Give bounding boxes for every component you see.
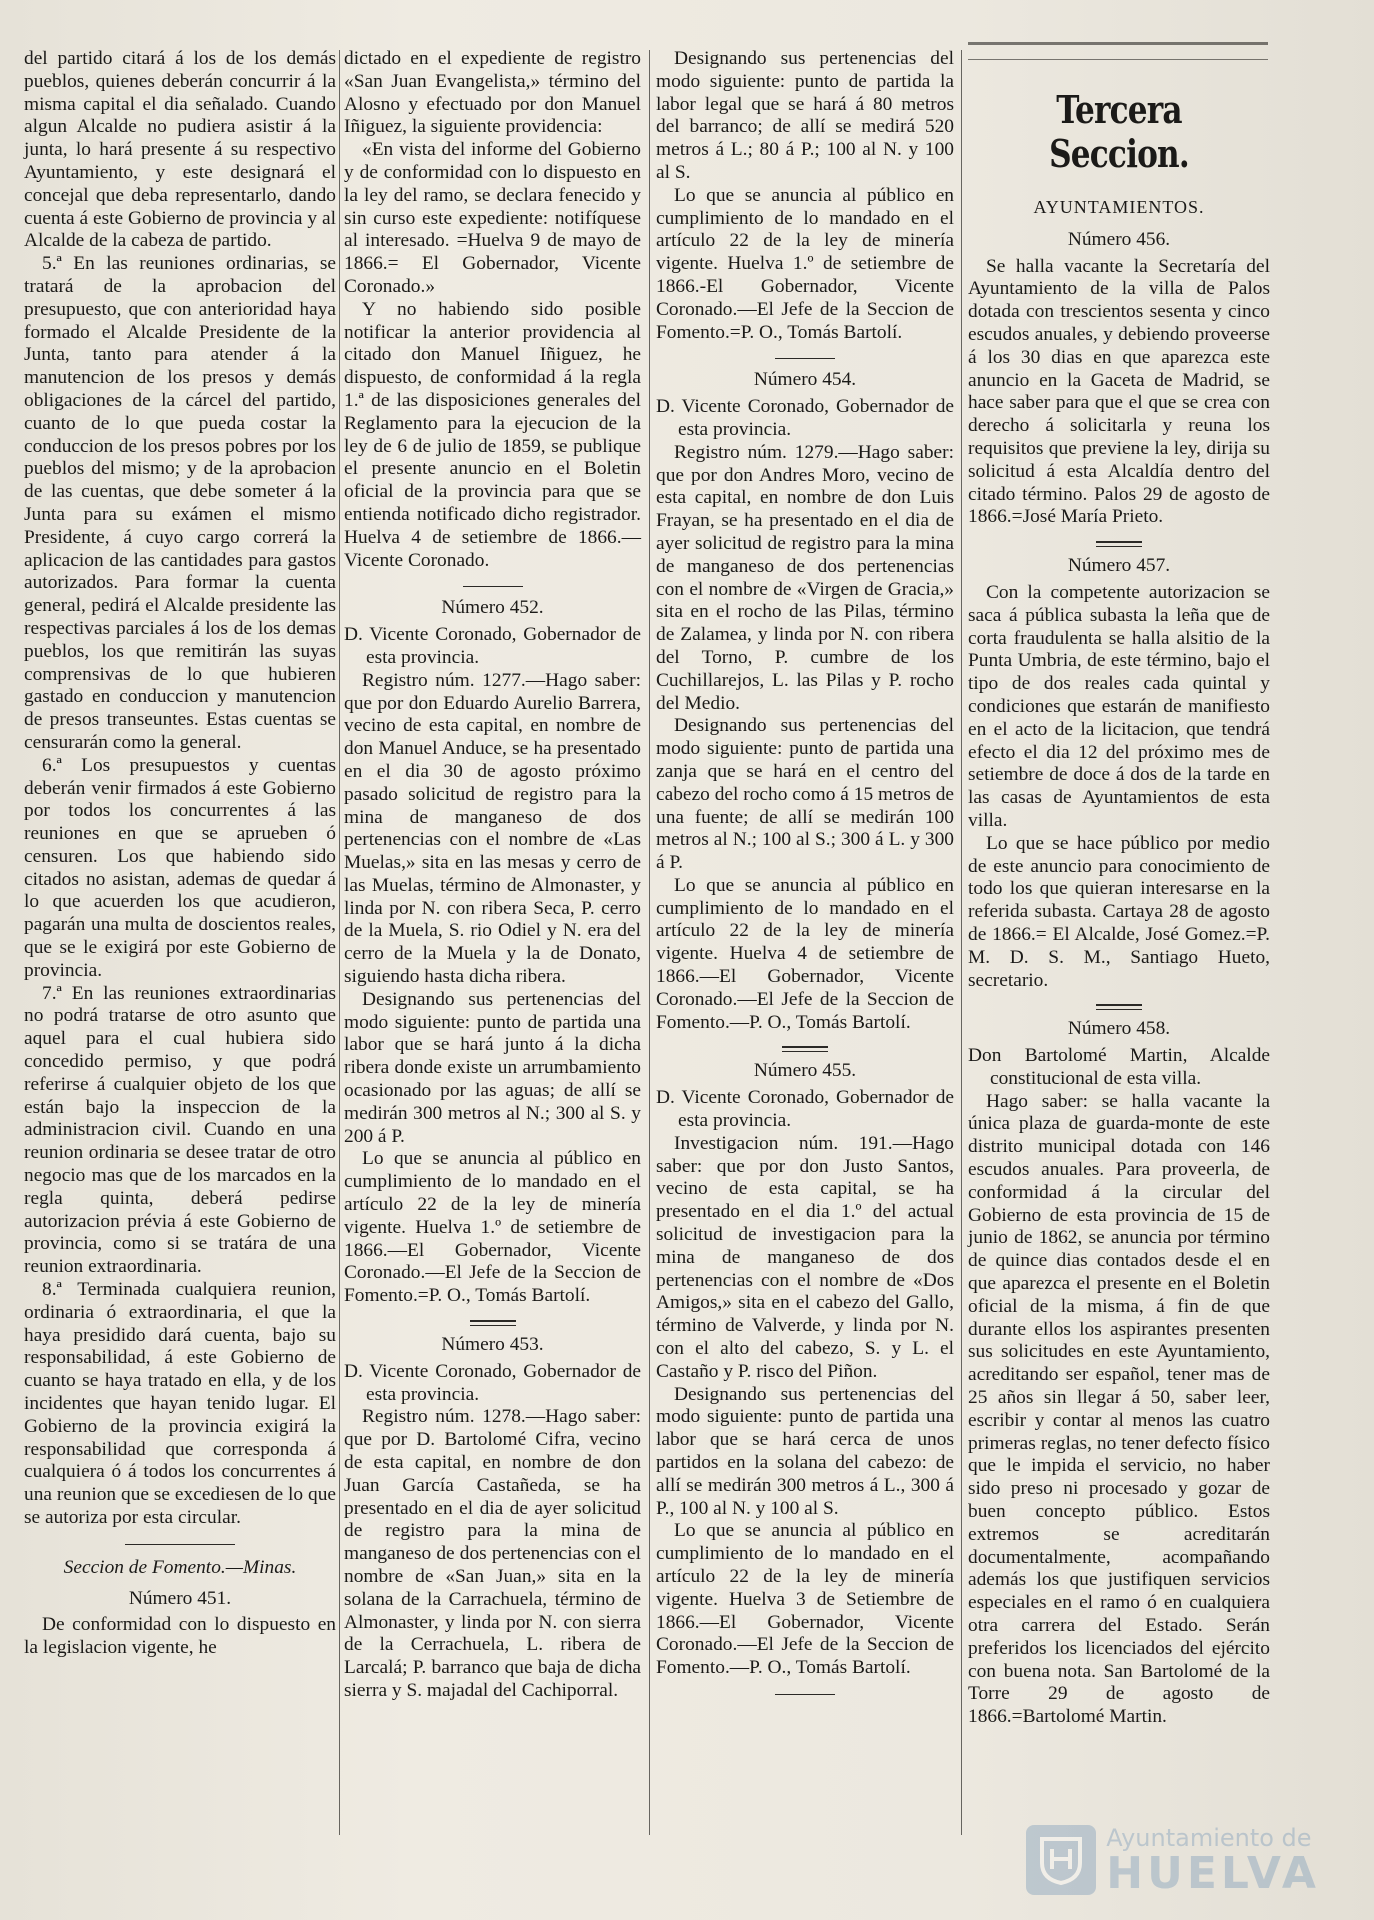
column-rule (961, 50, 962, 1835)
separator (782, 1046, 828, 1052)
paragraph: dictado en el expediente de registro «San Juan Evangelista,» término del Alosno y efectuado por don Manuel Iñiguez, la siguiente providencia: (344, 48, 641, 138)
paragraph: del partido citará á los de los demás pueblos, quienes deberán concurrir á la misma capital el dia señalado. Cuando algun Alcalde no pudiera asistir á la junta, lo hará presente á su respectivo Ayuntamiento, y este designará el concejal que deba representarlo, dando cuenta á este Gobierno de provincia y al Alcalde de la cabeza de partido. (24, 48, 336, 252)
paragraph: Designando sus pertenencias del modo siguiente: punto de partida una labor que se hará junto á la dicha ribera donde existe un arrumbamiento ocasionado por las aguas; de allí se medirán 300 metros al N.; 300 al S. y 200 á P. (344, 988, 641, 1147)
separator (470, 1320, 516, 1326)
watermark-line-1: Ayuntamiento de (1106, 1824, 1312, 1852)
paragraph: Designando sus pertenencias del modo siguiente: punto de partida una zanja que se hará en el centro del cabezo del rocho como á 15 metros de una fuente; de allí se medirán 100 metros al N.; 100 al S.; 300 á L. y 300 á P. (656, 715, 954, 874)
paragraph: Lo que se anuncia al público en cumplimiento de lo mandado en el artículo 22 de la ley de minería vigente. Huelva 3 de Setiembre de 1866.—El Gobernador, Vicente Coronado.—El Jefe de la Seccion de Fomento.—P. O., Tomás Bartolí. (656, 1520, 954, 1679)
paragraph: Hago saber: se halla vacante la única plaza de guarda-monte de este distrito municipal dotada con 146 escudos anuales. Para proveerla, de conformidad á la circular del Gobierno de esta provincia de 15 de junio de 1862, se anuncia por término de quince dias contados desde el en que aparezca el presente en el Boletin oficial de la misma, á fin de que durante ellos los aspirantes presenten sus solicitudes en este Ayuntamiento, acreditando ser español, tener mas de 25 años sin llegar á 50, saber leer, escribir y contar al menos las cuatro primeras reglas, no tener defecto físico que le impida el servicio, no haber sido preso ni procesado y gozar de buen concepto público. Estos extremos se acreditarán documentalmente, acompañando además los que justifiquen servicios especiales en el ramo ó en cualquiera otra carrera del Estado. Serán preferidos los licenciados del ejército con buena nota. San Bartolomé de la Torre 29 de agosto de 1866.=Bartolomé Martin. (968, 1090, 1270, 1728)
notice-number: Número 451. (128, 1587, 232, 1609)
separator (1096, 541, 1142, 547)
paragraph: Lo que se anuncia al público en cumplimiento de lo mandado en el artículo 22 de la ley de minería vigente. Huelva 1.º de setiembre de 1866.-El Gobernador, Vicente Coronado.—El Jefe de la Seccion de Fomento.=P. O., Tomás Bartolí. (656, 184, 954, 343)
notice-number: Número 456. (1067, 228, 1171, 250)
separator (463, 586, 523, 587)
paragraph: 6.ª Los presupuestos y cuentas deberán venir firmados á este Gobierno por todos los concurrentes á las reuniones en que se aprueben ó censuren. Los que habiendo sido citados no asistan, ademas de quedar á lo que acuerden los que acudieron, pagarán una multa de doscientos reales, que se le exigirá por este Gobierno de provincia. (24, 754, 336, 981)
paragraph: Investigacion núm. 191.—Hago saber: que por don Justo Santos, vecino de esta capital, se ha presentado en el dia 1.º del actual solicitud de investigacion para la mina de manganeso de dos pertenencias con el nombre de «Dos Amigos,» sita en el cabezo del Gallo, término de Valverde, y linda por N. con el alto del cabezo, S. y L. el Castaño y P. risco del Piñon. (656, 1132, 954, 1382)
paragraph: Registro núm. 1277.—Hago saber: que por don Eduardo Aurelio Barrera, vecino de esta capital, en nombre de don Manuel Anduce, se ha presentado en el dia 30 de agosto próximo pasado solicitud de registro para la mina de manganeso de dos pertenencias con el nombre de «Las Muelas,» sita en las mesas y cerro de las Muelas, término de Almonaster, y linda por N. con ribera Seca, P. cerro de la Muela, S. rio Odiel y N. era del cerro de la Muela y la de Donato, siguiendo hasta dicha ribera. (344, 669, 641, 988)
notice-number: Número 454. (753, 369, 857, 391)
separator (775, 358, 835, 359)
column-rule (339, 50, 340, 1835)
separator (125, 1544, 235, 1545)
paragraph: 5.ª En las reuniones ordinarias, se tratará de la aprobacion del presupuesto, que con anterioridad haya formado el Alcalde Presidente de la Junta, tanto para atender á la manutencion de los presos y demás obligaciones de la cárcel del partido, cuanto de lo que pueda costar la conduccion de los presos pobres por los pueblos del mismo; y de la aprobacion de las cuentas, que debe someter á la Junta para su exámen el mismo Presidente, á cuyo cargo correrá la aplicacion de las cantidades para gastos autorizados. Para formar la cuenta general, pedirá el Alcalde presidente las respectivas parciales á los de los demas pueblos, los que remitirán las suyas comprensivas de lo que hubieren gastado en conduccion y manutencion de presos transeuntes. Estas cuentas se censurarán como la general. (24, 253, 336, 753)
notice-number: Número 455. (753, 1060, 857, 1082)
notice-number: Número 458. (1067, 1018, 1171, 1040)
issuer: D. Vicente Coronado, Gobernador de esta provincia. (656, 396, 954, 440)
city-crest-icon (1026, 1825, 1096, 1895)
notice-number: Número 453. (441, 1334, 544, 1356)
column-4 (968, 48, 1270, 1729)
column-rule (649, 50, 650, 1835)
issuer: D. Vicente Coronado, Gobernador de esta provincia. (344, 1360, 641, 1405)
section-title: Tercera Seccion. (1049, 87, 1189, 176)
issuer: Don Bartolomé Martin, Alcalde constitucional de esta villa. (968, 1045, 1270, 1089)
separator (775, 1694, 835, 1695)
notice-number: Número 452. (441, 597, 544, 619)
paragraph: Registro núm. 1279.—Hago saber: que por don Andres Moro, vecino de esta capital, en nombre de don Luis Frayan, se ha presentado en el dia de ayer solicitud de registro para la mina de manganeso de dos pertenencias con el nombre de «Virgen de Gracia,» sita en el rocho de las Pilas, término de Zalamea, y linda por N. con ribera del Torno, P. cumbre de los Cuchillarejos, L. las Pilas y P. rocho del Medio. (656, 441, 954, 714)
paragraph: Designando sus pertenencias del modo siguiente: punto de partida una labor que se hará cerca de unos partidos en la solana del cabezo: de allí se medirán 300 metros á L., 300 á P., 100 al N. y 100 al S. (656, 1383, 954, 1519)
paragraph: Con la competente autorizacion se saca á pública subasta la leña que de corta fraudulenta se halla alsitio de la Punta Umbria, de este término, bajo el tipo de dos reales cada quintal y condiciones que estarán de manifiesto en el acto de la licitacion, que tendrá efecto el dia 12 del próximo mes de setiembre de doce á dos de la tarde en las casas de Ayuntamientos de esta villa. (968, 581, 1270, 831)
paragraph: 8.ª Terminada cualquiera reunion, ordinaria ó extraordinaria, el que la haya presidido dará cuenta, bajo su responsabilidad, á este Gobierno de cuanto se haya tratado en ella, y de los incidentes que hayan tenido lugar. El Gobierno de la provincia exigirá la responsabilidad que corresponda á cualquiera ó á todos los concurrentes á una reunion que se excediesen de lo que se autoriza por esta circular. (24, 1279, 336, 1528)
paragraph: Lo que se anuncia al público en cumplimiento de lo mandado en el artículo 22 de la ley de minería vigente. Huelva 4 de setiembre de 1866.—El Gobernador, Vicente Coronado.—El Jefe de la Seccion de Fomento.—P. O., Tomás Bartolí. (656, 874, 954, 1033)
paragraph: Y no habiendo sido posible notificar la anterior providencia al citado don Manuel Iñiguez, he dispuesto, de conformidad á la regla 1.ª de las disposiciones generales del Reglamento para la ejecucion de la ley de 6 de julio de 1859, se publique el presente anuncio en el Boletin oficial de la provincia para que se entienda notificado dicho registrador. Huelva 4 de setiembre de 1866.—Vicente Coronado. (344, 298, 641, 571)
paragraph: 7.ª En las reuniones extraordinarias no podrá tratarse de otro asunto que aquel para el cual hubiera sido concedido permiso, y que podrá referirse á cualquier objeto de los que están bajo la inspeccion de la administracion civil. Cuando en una reunion ordinaria se desee tratar de otro negocio mas que de los marcados en la regla quinta, deberá pedirse autorizacion prévia á este Gobierno de provincia, como si se tratára de una reunion extraordinaria. (24, 982, 336, 1278)
column-2 (344, 48, 641, 1703)
paragraph: Se halla vacante la Secretaría del Ayuntamiento de la villa de Palos dotada con trescientos sesenta y cinco escudos anuales, y debiendo proveerse á los 30 dias en que aparezca este anuncio en la Gaceta de Madrid, se hace saber para que el que se crea con derecho á solicitarla y reuna los requisitos que previene la ley, dirija su solicitud á esta Alcaldía dentro del citado término. Palos 29 de agosto de 1866.=José María Prieto. (968, 255, 1270, 528)
section-header: Seccion de Fomento.—Minas. (63, 1556, 297, 1578)
paragraph: Lo que se anuncia al público en cumplimiento de lo mandado en el artículo 22 de la ley de minería vigente. Huelva 1.º de setiembre de 1866.—El Gobernador, Vicente Coronado.—El Jefe de la Seccion de Fomento.=P. O., Tomás Bartolí. (344, 1148, 641, 1307)
paragraph: «En vista del informe del Gobierno y de conformidad con lo dispuesto en la ley del ramo, se declara fenecido y sin curso este expediente: notifíquese al interesado. =Huelva 9 de mayo de 1866.= El Gobernador, Vicente Coronado.» (344, 139, 641, 297)
subsection-title: AYUNTAMIENTOS. (1033, 197, 1205, 217)
column-1 (24, 48, 336, 1660)
watermark (1026, 1824, 1320, 1899)
issuer: D. Vicente Coronado, Gobernador de esta provincia. (656, 1087, 954, 1132)
watermark-line-2: HUELVA (1106, 1848, 1320, 1899)
column-3 (656, 48, 954, 1705)
paragraph: Designando sus pertenencias del modo siguiente: punto de partida la labor legal que se hará á 80 metros del barranco; de allí se medirá 520 metros á L.; 80 á P.; 100 al N. y 100 al S. (656, 48, 954, 183)
paragraph: De conformidad con lo dispuesto en la legislacion vigente, he (24, 1614, 336, 1659)
notice-number: Número 457. (1067, 555, 1171, 577)
paragraph: Registro núm. 1278.—Hago saber: que por D. Bartolomé Cifra, vecino de esta capital, en nombre de don Juan García Castañeda, se ha presentado en el dia de ayer solicitud de registro para la mina de manganeso de dos pertenencias con el nombre de «San Juan,» sita en la solana de la Carrachuela, término de Almonaster, y linda por N. con sierra de la Cerrachuela, L. ribera de Larcalá; P. barranco que baja de dicha sierra y S. majadal del Cachiporral. (344, 1406, 641, 1701)
separator (1096, 1004, 1142, 1010)
issuer: D. Vicente Coronado, Gobernador de esta provincia. (344, 624, 641, 668)
paragraph: Lo que se hace público por medio de este anuncio para conocimiento de todo los que quieran interesarse en la referida subasta. Cartaya 28 de agosto de 1866.= El Alcalde, José Gomez.=P. M. D. S. M., Santiago Hueto, secretario. (968, 832, 1270, 991)
